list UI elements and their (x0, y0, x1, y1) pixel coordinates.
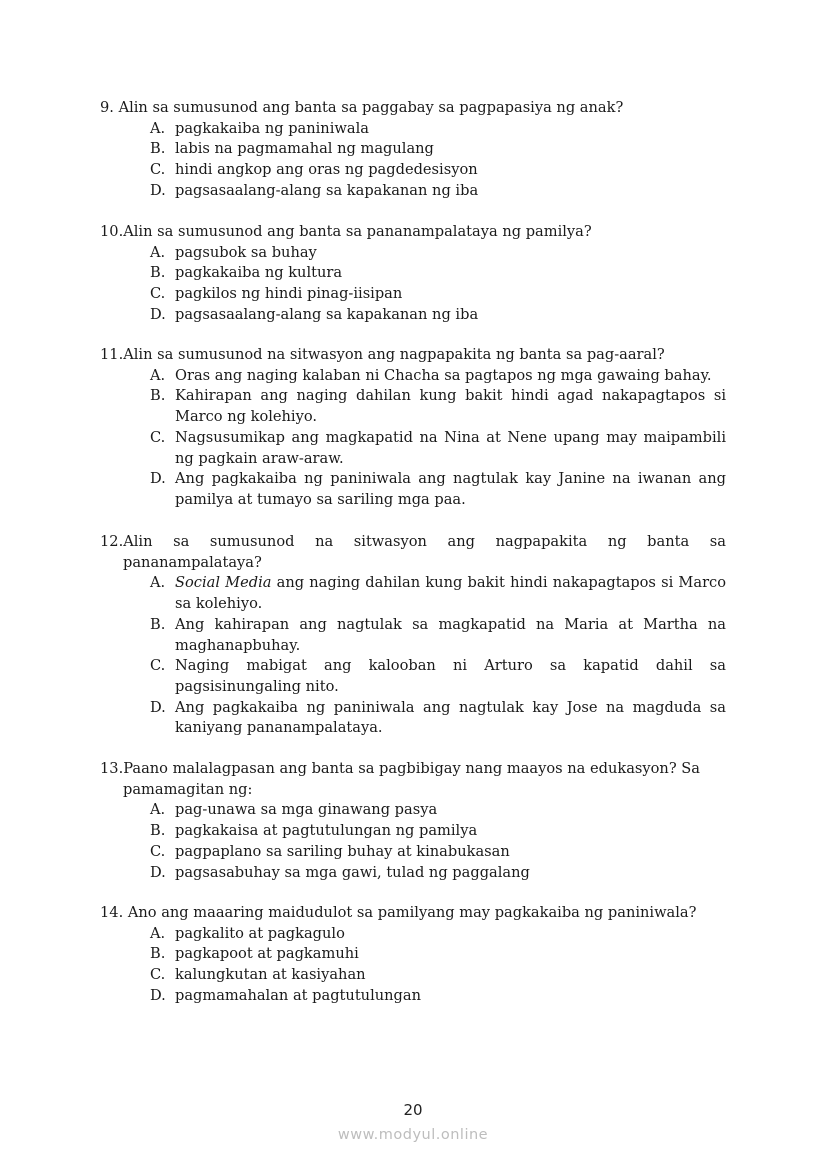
choice-a (150, 119, 726, 140)
choice-letter: A. (150, 574, 166, 592)
choice-c (150, 842, 726, 863)
question-12 (100, 532, 726, 739)
choice-d (150, 986, 726, 1007)
choice-b (150, 263, 726, 284)
choice-letter: A. (150, 243, 166, 261)
choice-c (150, 428, 726, 469)
choice-b (150, 139, 726, 160)
choice-text: Nagsusumikap ang magkapatid na Nina at Nene upang may maipambili ng pagkain araw-araw. (175, 428, 726, 467)
choice-text: Ang pagkakaiba ng paniniwala ang nagtulak kay Jose na magduda sa kaniyang pananampalataya. (175, 698, 726, 737)
emphasized-term: Social Media (175, 574, 272, 592)
choice-d (150, 305, 726, 326)
choice-letter: D. (150, 863, 166, 881)
choice-text: Ang kahirapan ang nagtulak sa magkapatid na Maria at Martha na maghanapbuhay. (175, 615, 726, 654)
choice-text (175, 573, 726, 614)
choice-letter: A. (150, 119, 166, 137)
choice-text: pagkakaiba ng kultura (175, 264, 343, 282)
choice-letter: D. (150, 698, 166, 716)
choice-letter: D. (150, 470, 166, 488)
question-14 (100, 903, 726, 1007)
choice-b (150, 386, 726, 427)
choice-letter: B. (150, 140, 166, 158)
choice-text: pagkalito at pagkagulo (175, 924, 345, 942)
question-stem: 12.Alin sa sumusunod na sitwasyon ang nagpapakita ng banta sa (100, 533, 726, 550)
choice-b (150, 944, 726, 965)
choice-letter: C. (150, 657, 166, 675)
choice-c (150, 284, 726, 305)
choice-a (150, 800, 726, 821)
choice-letter: A. (150, 801, 166, 819)
choice-text: Oras ang naging kalaban ni Chacha sa pagtapos ng mga gawaing bahay. (175, 366, 712, 384)
choice-letter: C. (150, 428, 166, 446)
question-stem-continued: pananampalataya? (123, 553, 262, 571)
choice-text: pagsasabuhay sa mga gawi, tulad ng paggalang (175, 863, 530, 881)
question-13 (100, 759, 726, 883)
choice-text: pagsasaalang-alang sa kapakanan ng iba (175, 181, 479, 199)
question-stem: 9. Alin sa sumusunod ang banta sa paggabay sa pagpapasiya ng anak? (100, 99, 624, 116)
question-stem: 11.Alin sa sumusunod na sitwasyon ang nagpapakita ng banta sa pag-aaral? (100, 346, 665, 363)
question-10 (100, 222, 726, 326)
choice-text: pagkakaisa at pagtutulungan ng pamilya (175, 822, 478, 840)
choice-text: labis na pagmamahal ng magulang (175, 140, 434, 158)
choice-b (150, 615, 726, 656)
choice-text: pagpaplano sa sariling buhay at kinabukasan (175, 842, 510, 860)
choice-letter: B. (150, 945, 166, 963)
choice-letter: B. (150, 615, 166, 633)
choice-b (150, 821, 726, 842)
choice-letter: D. (150, 986, 166, 1004)
choice-letter: D. (150, 305, 166, 323)
choice-d (150, 181, 726, 202)
choice-d (150, 698, 726, 739)
choice-letter: A. (150, 366, 166, 384)
question-stem: 13.Paano malalagpasan ang banta sa pagbibigay nang maayos na edukasyon? Sa (100, 760, 700, 777)
watermark: www.modyul.online (337, 1127, 489, 1143)
choice-text: pagmamahalan at pagtutulungan (175, 986, 421, 1004)
choice-a (150, 924, 726, 945)
choice-letter: B. (150, 387, 166, 405)
choice-text: pagkapoot at pagkamuhi (175, 945, 359, 963)
choice-text: pagsasaalang-alang sa kapakanan ng iba (175, 305, 479, 323)
choice-d (150, 469, 726, 510)
choice-letter: D. (150, 181, 166, 199)
choice-text: hindi angkop ang oras ng pagdedesisyon (175, 161, 478, 179)
choice-c (150, 160, 726, 181)
question-stem: 10.Alin sa sumusunod ang banta sa pananampalataya ng pamilya? (100, 223, 592, 240)
question-stem-continued: pamamagitan ng: (123, 780, 253, 798)
choice-text-rest: ang naging dahilan kung bakit hindi nakapagtapos si Marco sa kolehiyo. (175, 574, 727, 613)
page-number: 20 (403, 1101, 423, 1119)
choice-c (150, 965, 726, 986)
choice-text: Naging mabigat ang kalooban ni Arturo sa kapatid dahil sa pagsisinungaling nito. (175, 657, 726, 695)
choice-letter: B. (150, 822, 166, 840)
choice-letter: C. (150, 161, 166, 179)
choice-text: Kahirapan ang naging dahilan kung bakit hindi agad nakapagtapos si Marco ng kolehiyo. (175, 387, 726, 426)
choice-text: pagsubok sa buhay (175, 243, 317, 261)
question-stem: 14. Ano ang maaaring maidudulot sa pamilyang may pagkakaiba ng paniniwala? (100, 904, 697, 921)
choice-d (150, 863, 726, 884)
choice-a (150, 243, 726, 264)
choice-c (150, 656, 726, 697)
choice-a (150, 573, 726, 614)
choice-letter: B. (150, 264, 166, 282)
choice-letter: C. (150, 966, 166, 984)
choice-text: Ang pagkakaiba ng paniniwala ang nagtulak kay Janine na iwanan ang pamilya at tumayo sa sariling mga paa. (175, 470, 726, 508)
choice-text: pag-unawa sa mga ginawang pasya (175, 801, 438, 819)
choice-a (150, 366, 726, 387)
choice-letter: A. (150, 924, 166, 942)
choice-letter: C. (150, 842, 166, 860)
choice-letter: C. (150, 285, 166, 303)
question-9 (100, 98, 726, 202)
choice-text: pagkakaiba ng paniniwala (175, 119, 369, 137)
question-11 (100, 345, 726, 511)
choice-text: kalungkutan at kasiyahan (175, 966, 366, 984)
choice-text: pagkilos ng hindi pinag-iisipan (175, 285, 403, 303)
